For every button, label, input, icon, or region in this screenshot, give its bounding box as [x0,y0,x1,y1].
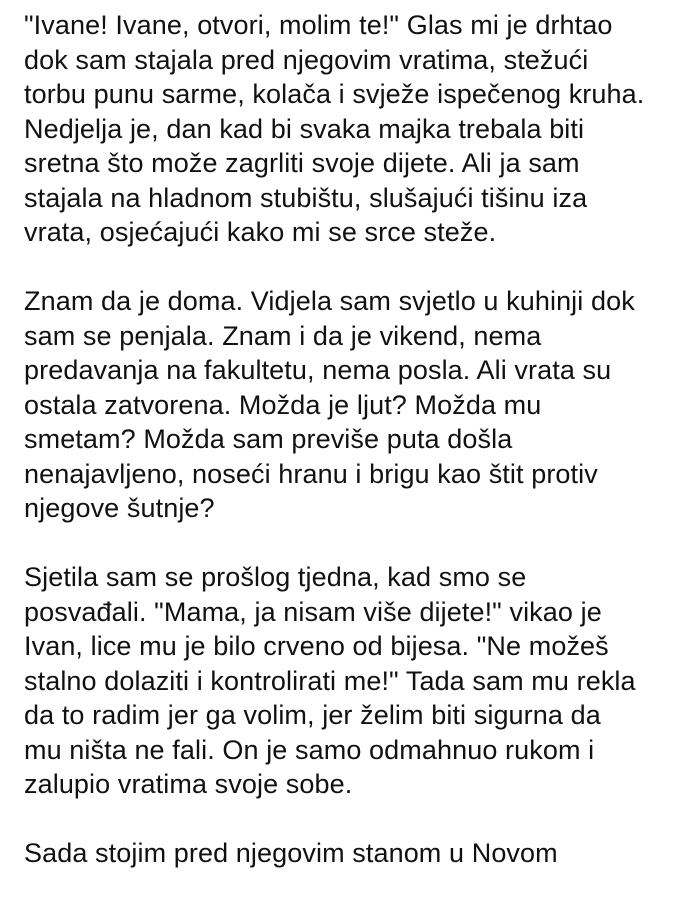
text-line: nenajavljeno, noseći hranu i brigu kao štit protiv [24,458,598,489]
paragraph-2 [24,284,684,526]
text-line: da to radim jer ga volim, jer želim biti sigurna da [24,700,601,730]
text-line: dok sam stajala pred njegovim vratima, stežući [24,44,589,75]
text-line: predavanja na fakultetu, nema posla. Ali vrata su [24,355,612,385]
text-line: stajala na hladnom stubištu, slušajući tišinu iza [24,182,588,213]
text-line: Sada stojim pred njegovim stanom u Novom [24,838,558,868]
text-line: sretna što može zagrliti svoje dijete. Ali ja sam [24,148,580,178]
text-line: torbu punu sarme, kolača i svježe ispečenog kruha. [24,79,645,109]
text-line: mu ništa ne fali. On je samo odmahnuo rukom i [24,734,595,765]
text-line: Sjetila sam se prošlog tjedna, kad smo se [24,562,527,592]
text-line: Znam da je doma. Vidjela sam svjetlo u kuhinji dok [24,286,635,316]
text-line: posvađali. "Mama, ja nisam više dijete!" vikao je [24,596,602,627]
text-line: sam se penjala. Znam i da je vikend, nema [24,320,542,351]
text-line: stalno dolaziti i kontrolirati me!" Tada sam mu rekla [24,665,636,696]
text-line: Ivan, lice mu je bilo crveno od bijesa. "Ne možeš [24,631,609,661]
text-line: ostala zatvorena. Možda je ljut? Možda mu [24,389,542,420]
paragraph-4 [24,836,684,871]
text-line: smetam? Možda sam previše puta došla [24,424,513,454]
text-line: njegove šutnje? [24,493,215,523]
text-line: zalupio vratima svoje sobe. [24,769,353,799]
paragraph-3 [24,560,684,802]
paragraph-1 [24,8,684,250]
article-body [24,8,684,905]
text-line: "Ivane! Ivane, otvori, molim te!" Glas mi je drhtao [24,10,613,40]
text-line: Nedjelja je, dan kad bi svaka majka trebala biti [24,113,585,144]
text-line: vrata, osjećajući kako mi se srce steže. [24,217,497,247]
